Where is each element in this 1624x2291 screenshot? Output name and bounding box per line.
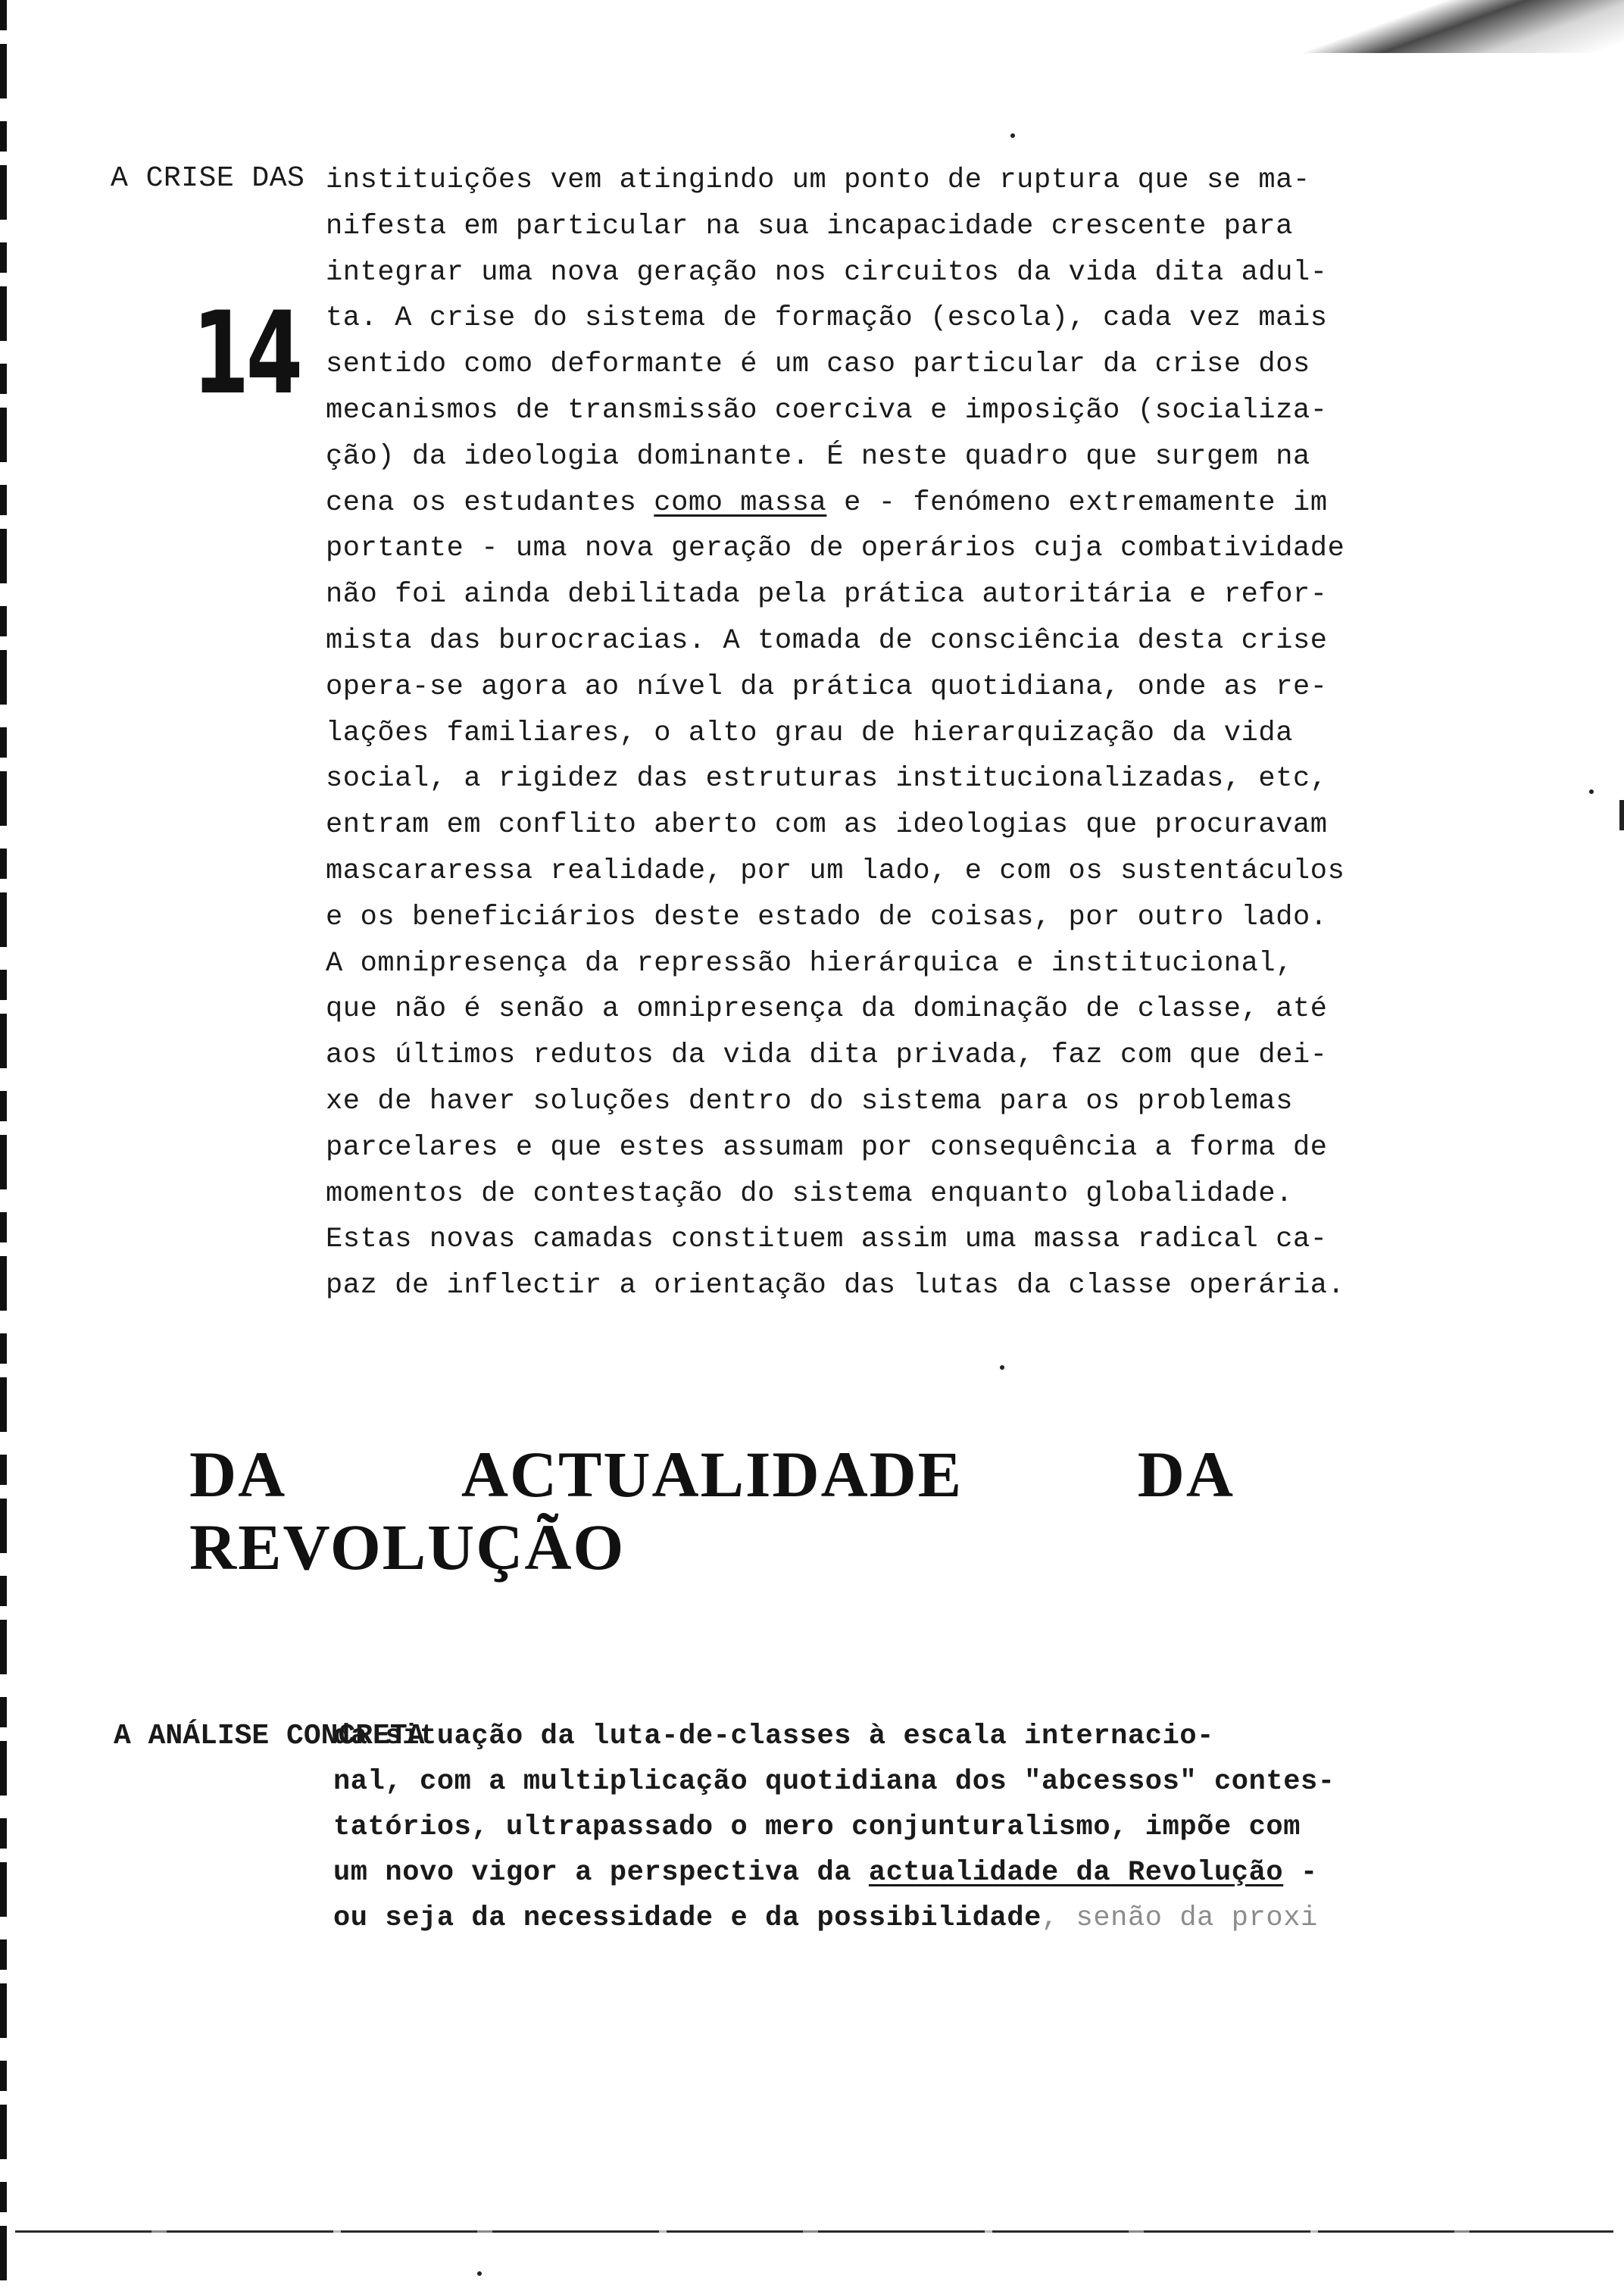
scan-corner-smudge — [1230, 0, 1624, 53]
text-line: e os beneficiários deste estado de coisas, por outro lado. — [326, 901, 1328, 933]
text-line: opera-se agora ao nível da prática quotidiana, onde as re- — [326, 670, 1328, 703]
text-line: xe de haver soluções dentro do sistema para os problemas — [326, 1085, 1294, 1117]
text-line: nifesta em particular na sua incapacidade crescente para — [326, 210, 1294, 242]
text-line — [326, 480, 1409, 527]
text-line: mista das burocracias. A tomada de consciência desta crise — [326, 624, 1328, 657]
text-line: Estas novas camadas constituem assim uma massa radical ca- — [326, 1224, 1328, 1256]
text-line: lações familiares, o alto grau de hierarquização da vida — [326, 717, 1294, 749]
scan-speck — [1589, 789, 1594, 794]
text-fragment: ou seja da necessidade e da possibilidade — [333, 1902, 1042, 1934]
faded-text-fragment: , senão da proxi — [1041, 1902, 1318, 1934]
section-heading — [189, 1438, 1250, 1583]
text-line: portante - uma nova geração de operários cuja combatividade — [326, 533, 1345, 565]
text-line: ta. A crise do sistema de formação (escola), cada vez mais — [326, 302, 1328, 335]
text-line: não foi ainda debilitada pela prática autoritária e refor- — [326, 579, 1328, 611]
text-line: momentos de contestação do sistema enquanto globalidade. — [326, 1177, 1294, 1210]
scan-speck — [1010, 133, 1015, 138]
text-line — [333, 1896, 1424, 1941]
scan-speck — [477, 2271, 482, 2276]
heading-word: DA — [189, 1438, 287, 1511]
underlined-phrase: actualidade da Revolução — [868, 1857, 1284, 1889]
heading-word: DA — [1137, 1438, 1235, 1511]
text-line: tatórios, ultrapassado o mero conjunturalismo, impõe com — [333, 1811, 1301, 1843]
text-line: que não é senão a omnipresença da dominação de classe, até — [326, 993, 1328, 1026]
section-body-text — [333, 1714, 1424, 1941]
text-line: mascararessa realidade, por um lado, e com os sustentáculos — [326, 855, 1345, 887]
text-line: paz de inflectir a orientação das lutas da classe operária. — [326, 1270, 1345, 1302]
heading-line — [189, 1438, 1235, 1511]
section-number: 14 — [192, 288, 300, 420]
scan-left-edge — [0, 0, 7, 2291]
text-fragment: um novo vigor a perspectiva da — [333, 1857, 869, 1889]
text-line: mecanismos de transmissão coerciva e imposição (socializa- — [326, 394, 1328, 427]
scan-speck — [1000, 1365, 1004, 1370]
underlined-phrase: como massa — [654, 486, 827, 519]
text-line: integrar uma nova geração nos circuitos da vida dita adul- — [326, 256, 1328, 289]
scan-bottom-line — [15, 2230, 1613, 2233]
text-line: instituições vem atingindo um ponto de ruptura que se ma- — [326, 164, 1310, 196]
heading-line: REVOLUÇÃO — [189, 1511, 626, 1583]
text-line: sentido como deformante é um caso particular da crise dos — [326, 348, 1310, 381]
scan-edge-mark — [1619, 800, 1624, 830]
text-line: social, a rigidez das estruturas institucionalizadas, etc, — [326, 763, 1328, 795]
text-fragment: - — [1283, 1857, 1318, 1889]
heading-word: ACTUALIDADE — [461, 1438, 963, 1511]
text-line — [333, 1850, 1424, 1896]
text-line: A omnipresença da repressão hierárquica e institucional, — [326, 947, 1294, 980]
text-fragment: e - fenómeno extremamente im — [826, 486, 1328, 519]
text-fragment: cena os estudantes — [326, 486, 654, 519]
text-line: entram em conflito aberto com as ideologias que procuravam — [326, 809, 1328, 842]
text-line: nal, com a multiplicação quotidiana dos "abcessos" contes- — [333, 1766, 1335, 1798]
section-lead-label: A CRISE DAS — [111, 162, 305, 195]
text-line: da situação da luta-de-classes à escala internacio- — [333, 1721, 1214, 1752]
text-line: ção) da ideologia dominante. É neste quadro que surgem na — [326, 440, 1310, 473]
section-body-text — [326, 158, 1409, 1309]
text-line: aos últimos redutos da vida dita privada, faz com que dei- — [326, 1039, 1328, 1072]
text-line: parcelares e que estes assumam por consequência a forma de — [326, 1131, 1328, 1164]
section-lead-label: A ANÁLISE CONCRETA — [114, 1720, 425, 1752]
